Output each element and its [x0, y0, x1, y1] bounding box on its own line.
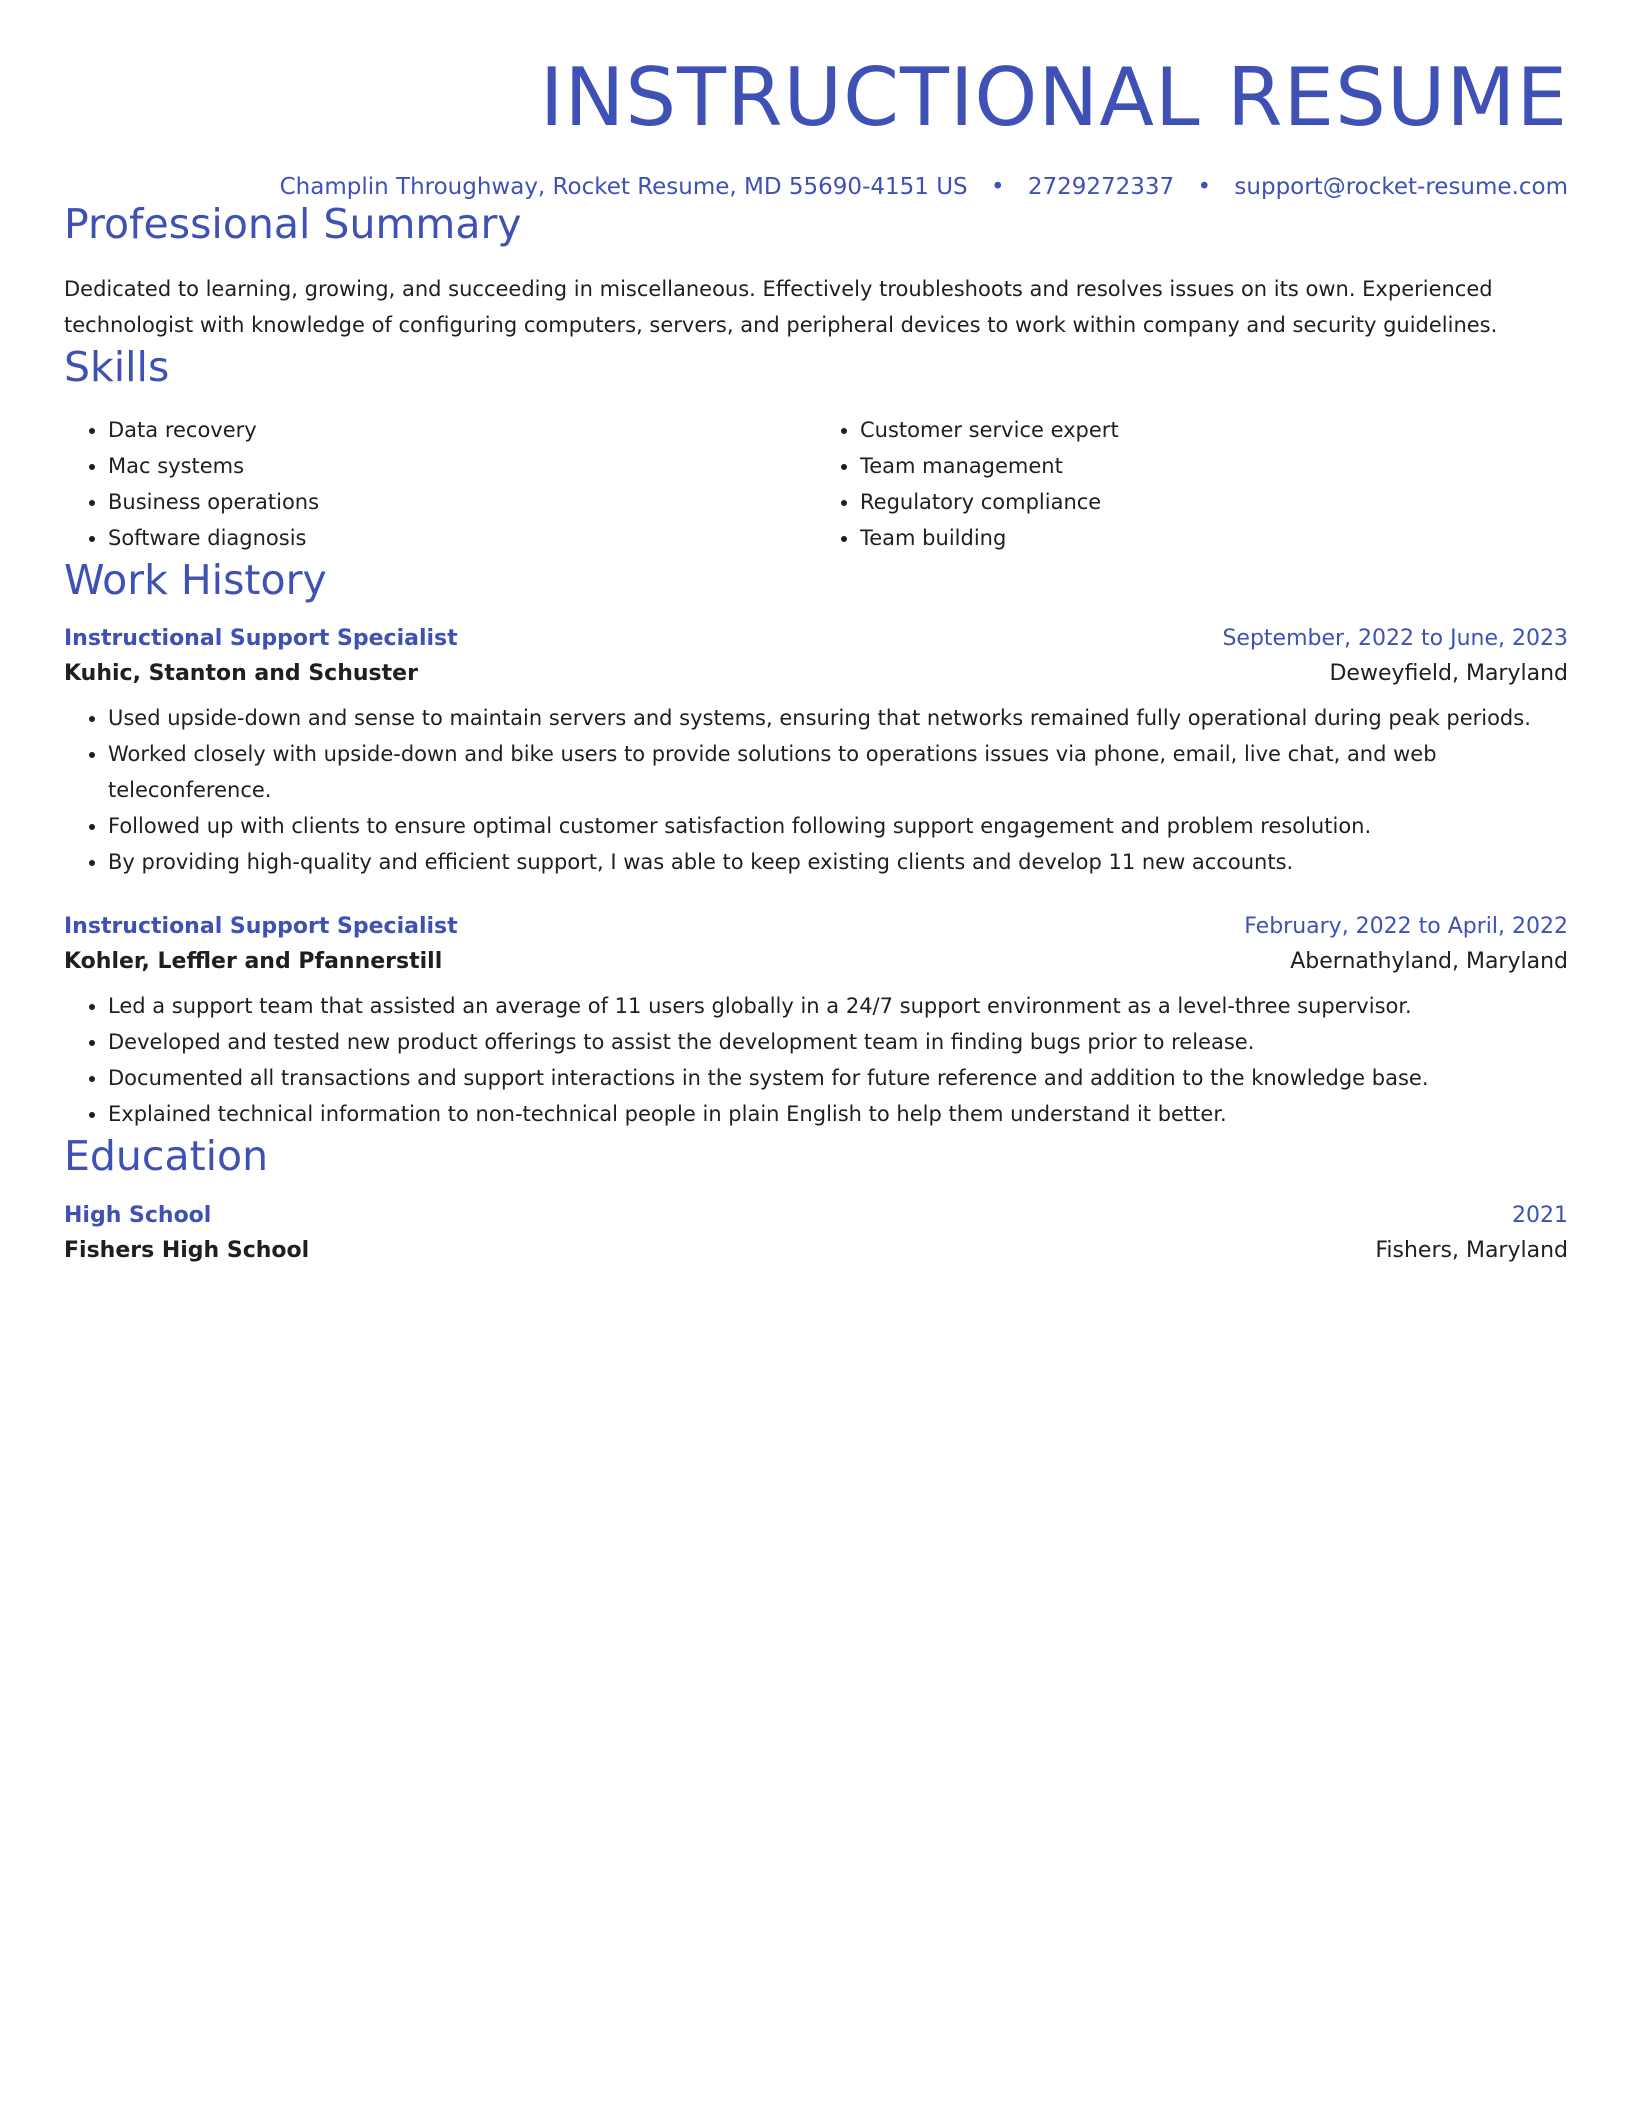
job-bullets: [64, 988, 1568, 1132]
education-year: 2021: [1512, 1202, 1568, 1228]
skill-item: • Customer service expert: [860, 412, 1568, 448]
job-bullet: • By providing high-quality and efficient support, I was able to keep existing clients and develop 11 new accounts.: [108, 844, 1568, 880]
skill-item: • Team building: [860, 520, 1568, 556]
job-dates: February, 2022 to April, 2022: [1244, 913, 1568, 939]
skills-column-left: [64, 412, 816, 556]
resume-header: [64, 0, 1568, 200]
section-heading-skills: Skills: [64, 343, 170, 392]
skill-item: • Business operations: [108, 484, 816, 520]
job-title-row: [64, 626, 1568, 651]
skills-list-left: [64, 412, 816, 556]
skill-item: • Team management: [860, 448, 1568, 484]
skill-item: • Mac systems: [108, 448, 816, 484]
skills-column-right: [816, 412, 1568, 556]
contact-separator: •: [1197, 174, 1212, 200]
job-bullet: • Used upside-down and sense to maintain servers and systems, ensuring that networks remained fully operational during peak periods.: [108, 700, 1568, 736]
job-location: Deweyfield, Maryland: [1329, 660, 1568, 686]
skills-grid: [64, 412, 1568, 556]
job-bullet: • Worked closely with upside-down and bike users to provide solutions to operations issues via phone, email, live chat, and web teleconference.: [108, 736, 1568, 808]
contact-email: support@rocket-resume.com: [1234, 174, 1568, 200]
resume-title: INSTRUCTIONAL RESUME: [539, 51, 1568, 144]
education-location: Fishers, Maryland: [1375, 1237, 1568, 1263]
job-bullet: • Explained technical information to non-technical people in plain English to help them understand it better.: [108, 1096, 1568, 1132]
section-heading-summary: Professional Summary: [64, 200, 522, 248]
job-bullet: • Led a support team that assisted an average of 11 users globally in a 24/7 support environment as a level-three supervisor.: [108, 988, 1568, 1024]
job-bullets: [64, 700, 1568, 880]
contact-separator: •: [990, 174, 1005, 200]
job-employer-row: [64, 661, 1568, 686]
section-heading-work: Work History: [64, 556, 327, 605]
skill-item: • Data recovery: [108, 412, 816, 448]
job-entry: [64, 914, 1568, 1132]
contact-phone: 2729272337: [1027, 174, 1175, 200]
contact-address: Champlin Throughway, Rocket Resume, MD 55690-4151 US: [279, 174, 968, 200]
job-title: Instructional Support Specialist: [64, 913, 458, 939]
education-entry: [64, 1203, 1568, 1263]
skill-item: • Software diagnosis: [108, 520, 816, 556]
job-bullet: • Documented all transactions and support interactions in the system for future reference and addition to the knowledge base.: [108, 1060, 1568, 1096]
summary-text: Dedicated to learning, growing, and succeeding in miscellaneous. Effectively troubleshoots and resolves issues on its own. Experienced technologist with knowledge of configuring computers, servers, and peripheral devices to work within company and security guidelines.: [64, 277, 1498, 338]
skill-item: • Regulatory compliance: [860, 484, 1568, 520]
job-entry: [64, 626, 1568, 880]
education-degree-row: [64, 1203, 1568, 1228]
education-school-row: [64, 1238, 1568, 1263]
job-bullet: • Followed up with clients to ensure optimal customer satisfaction following support engagement and problem resolution.: [108, 808, 1568, 844]
job-bullet: • Developed and tested new product offerings to assist the development team in finding bugs prior to release.: [108, 1024, 1568, 1060]
job-location: Abernathyland, Maryland: [1290, 948, 1568, 974]
job-title: Instructional Support Specialist: [64, 625, 458, 651]
job-dates: September, 2022 to June, 2023: [1222, 625, 1568, 651]
skills-list-right: [816, 412, 1568, 556]
job-employer-row: [64, 949, 1568, 974]
education-school: Fishers High School: [64, 1237, 310, 1263]
education-degree: High School: [64, 1202, 212, 1228]
job-employer: Kuhic, Stanton and Schuster: [64, 660, 418, 686]
section-heading-education: Education: [64, 1131, 269, 1180]
job-title-row: [64, 914, 1568, 939]
contact-line: [64, 174, 1568, 200]
job-employer: Kohler, Leffler and Pfannerstill: [64, 948, 443, 974]
